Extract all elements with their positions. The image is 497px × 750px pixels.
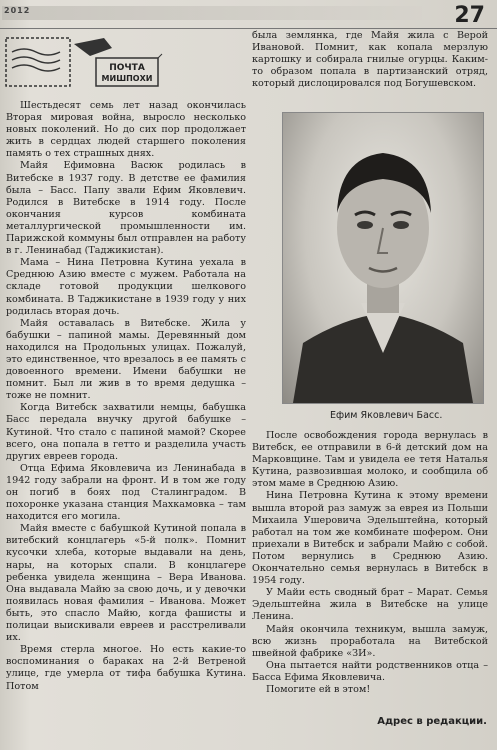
paragraph: Нина Петровна Кутина к этому времени вышла второй раз замуж за еврея из Польши Михаила Ушеровича Эдельштейна, который работал на том же комбинате шофером. Они приехали в Витебск и забрали Майю с собой. Потом вернулись в Среднюю Азию. Окончательно семья вернулась в Витебск в 1954 году. bbox=[252, 490, 488, 587]
column-logo bbox=[4, 34, 164, 94]
right-column-top bbox=[252, 30, 488, 90]
portrait-image bbox=[283, 113, 483, 403]
photo-caption: Ефим Яковлевич Басс. bbox=[330, 410, 443, 421]
paragraph: Мама – Нина Петровна Кутина уехала в Среднюю Азию вместе с мужем. Работала на складе готовой продукции шелкового комбината. В Таджикистане в 1939 году у них родилась вторая дочь. bbox=[6, 257, 246, 317]
paragraph: У Майи есть сводный брат – Марат. Семья Эдельштейна жила в Витебске на улице Ленина. bbox=[252, 587, 488, 623]
left-column bbox=[6, 100, 246, 693]
right-column bbox=[252, 430, 488, 696]
paragraph: была землянка, где Майя жила с Верой Ивановой. Помнит, как копала мерзлую картошку и собирала гнилые огурцы. Каким-то образом попала в партизанский отряд, который дислоцировался под Богушевском. bbox=[252, 30, 488, 90]
paragraph: Шестьдесят семь лет назад окончилась Вторая мировая война, выросло несколько новых поколений. Но до сих пор продолжает жить в сердцах людей старшего поколения память о тех страшных днях. bbox=[6, 100, 246, 160]
header-divider bbox=[0, 28, 497, 29]
paragraph: Майя вместе с бабушкой Кутиной попала в витебский концлагерь «5-й полк». Помнит кусочки хлеба, которые выдавали на день, нары, на которых спали. В концлагере ребенка увидела женщина – Вера Иванова. Она выдавала Майю за свою дочь, и у девочки появилась новая фамилия – Иванова. Может быть, это спасло Майю, когда фашисты и полицаи выискивали евреев и расстреливали их. bbox=[6, 523, 246, 644]
page-number: 27 bbox=[454, 3, 485, 28]
paragraph: Майя оставалась в Витебске. Жила у бабушки – папиной мамы. Деревянный дом находился на Продольных улицах. Пожалуй, это единственное, что врезалось в ее память с довоенного времени. Имени бабушки не помнит. Был ли жив в то время дедушка – тоже не помнит. bbox=[6, 317, 246, 402]
paragraph: Время стерла многое. Но есть какие-то воспоминания о бараках на 2-й Ветреной улице, где умерла от тифа бабушка Кутина. Потом bbox=[6, 644, 246, 692]
header-band bbox=[2, 6, 422, 20]
address-note: Адрес в редакции. bbox=[377, 716, 487, 727]
logo-line1: ПОЧТА bbox=[109, 63, 145, 73]
closing-line: Помогите ей в этом! bbox=[266, 683, 371, 695]
logo-line2: МИШПОХИ bbox=[101, 74, 153, 83]
paragraph: Когда Витебск захватили немцы, бабушка Басс передала внучку другой бабушке – Кутиной. Что стало с папиной мамой? Скорее всего, она попала в гетто и разделила участь других евреев города. bbox=[6, 402, 246, 462]
postal-stamp-icon bbox=[4, 34, 164, 94]
paragraph: Майя Ефимовна Васюк родилась в Витебске в 1937 году. В детстве ее фамилия была – Басс. Папу звали Ефим Яковлевич. Родился в Витебске в 1914 году. После окончания курсов комбината металлургической промышленности им. Парижской коммуны был отправлен на работу в г. Ленинабад (Таджикистан). bbox=[6, 160, 246, 257]
paragraph: Она пытается найти родственников отца – Басса Ефима Яковлевича. bbox=[252, 659, 488, 683]
portrait-photo bbox=[282, 112, 484, 404]
paragraph: Майя окончила техникум, вышла замуж, всю жизнь проработала на Витебской швейной фабрике «ЗИ». bbox=[252, 623, 488, 659]
issue-year: 2012 bbox=[4, 6, 31, 15]
paragraph: После освобождения города вернулась в Витебск, ее отправили в 6-й детский дом на Марковщине. Там и увидела ее тетя Наталья Кутина, развозившая молоко, и сообщила об этом маме в Среднюю Азию. bbox=[252, 430, 488, 490]
paragraph: Отца Ефима Яковлевича из Ленинабада в 1942 году забрали на фронт. И в том же году он погиб в боях под Сталинградом. В похоронке указана станция Махкамовка – там находится его могила. bbox=[6, 462, 246, 523]
